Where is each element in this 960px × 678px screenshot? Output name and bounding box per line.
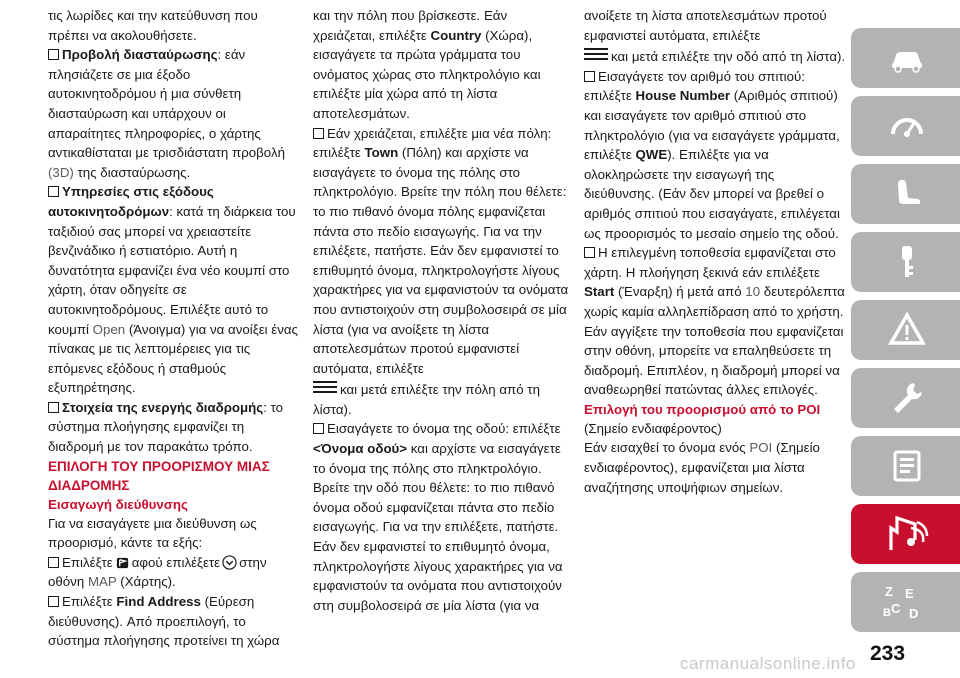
service-wrench-icon: [887, 378, 927, 418]
term: Country: [430, 27, 482, 43]
text: και την πόλη που βρίσκεστε. Εάν χρειάζεται, επιλέξτε: [313, 8, 508, 43]
chevron-down-icon: [222, 555, 237, 570]
page-number: 233: [870, 642, 906, 665]
list-menu-icon: [584, 45, 608, 63]
text: στην οθόνη: [48, 554, 267, 590]
chapter-tab[interactable]: [851, 300, 960, 360]
text: (Έναρξη) ή μετά από: [614, 284, 746, 300]
bullet-active-route: [48, 398, 298, 457]
section-heading: ΕΠΙΛΟΓΗ ΤΟΥ ΠΡΟΟΡΙΣΜΟΥ ΜΙΑΣ ΔΙΑΔΡΟΜΗΣ: [48, 458, 270, 493]
chapter-tab[interactable]: [851, 572, 960, 632]
bullet-select-town: [313, 124, 571, 420]
text: : κατά τη διάρκεια του ταξιδιού σας μπορεί να χρειαστείτε βενζινάδικο ή εστιατόριο. Αυτή η δυνατότητα εμφανίζει ένα νέο κουμπί στο χάρτη, όταν οδηγείτε σε αυτοκινητοδρόμους. Επιλέξτε αυτό το κουμπί: [48, 203, 296, 337]
subsection-heading: Επιλογή του προορισμού από το POI: [584, 401, 821, 417]
chapter-tab[interactable]: [851, 436, 960, 496]
chapter-tab[interactable]: [851, 232, 960, 292]
text: και μετά επιλέξτε την οδό από τη λίστα).: [611, 49, 846, 65]
term: <Όνομα οδού>: [313, 441, 408, 457]
text: Εισαγάγετε το όνομα της οδού: επιλέξτε: [327, 421, 561, 437]
term-map: MAP: [87, 574, 117, 590]
chapter-tab[interactable]: [851, 164, 960, 224]
bullet-find-address: [48, 592, 298, 651]
paragraph: [584, 6, 846, 67]
text: Εάν εισαχθεί το όνομα ενός: [584, 440, 750, 456]
chapter-tab-sidebar: [851, 28, 960, 648]
watermark: carmanualsonline.info: [680, 654, 856, 673]
chapter-tab[interactable]: [851, 368, 960, 428]
ignition-key-icon: [887, 242, 927, 282]
checkbox-bullet-icon: [584, 247, 595, 258]
car-icon: [887, 38, 927, 78]
text-column-2: [313, 6, 571, 615]
term: Find Address: [116, 594, 201, 610]
checkbox-bullet-icon: [48, 557, 59, 568]
text: : το σύστημα πλοήγησης εμφανίζει τη διαδρομή με τον παρακάτω τρόπο.: [48, 399, 284, 455]
term: QWE: [635, 147, 668, 163]
text: Εάν χρειάζεται, επιλέξτε μια νέα πόλη: επιλέξτε: [313, 125, 552, 161]
chapter-tab-active[interactable]: [851, 504, 960, 564]
chapter-tab[interactable]: [851, 28, 960, 88]
checkbox-bullet-icon: [48, 402, 59, 413]
term: Στοιχεία της ενεργής διαδρομής: [62, 399, 264, 415]
list-menu-icon: [313, 378, 337, 396]
text: και αρχίστε να εισαγάγετε το όνομα της πόλης στο πληκτρολόγιο. Βρείτε την οδό που θέλετε: το πιο πιθανό όνομα οδού εμφανίζεται πάντα στο πεδίο εισαγωγής. Για να την επιλέξετε, πατήστε. Εάν δεν εμφανιστεί το επιθυμητό όνομα, πληκτρολογήστε λίγους χαρακτήρες για να εμφανιστούν τα ονόματα που αντιστοιχούν στη συμβολοσειρά σε μία λίστα (για να: [313, 441, 563, 613]
svg-text:B: B: [883, 607, 891, 619]
navigation-flag-icon: [115, 555, 130, 570]
bullet-highway-services: [48, 182, 298, 398]
alphabetical-index-icon: [881, 580, 925, 624]
text: δευτερόλεπτα χωρίς καμία αλληλεπίδραση από το χρήστη. Εάν αγγίξετε την τοποθεσία που εμφανίζεται στην οθόνη, μπορείτε να επαληθεύσετε τη διαδρομή. Επιπλέον, η διαδρομή μπορεί να αναθεωρηθεί πατώντας άλλες επιλογές.: [584, 284, 845, 398]
text: (Πόλη) και αρχίστε να εισαγάγετε το όνομα της πόλης στο πληκτρολόγιο. Βρείτε την πόλη που θέλετε: το πιο πιθανό όνομα πόλης εμφανίζεται πάντα στο πεδίο εισαγωγής. Για να την επιλέξετε, πατήστε. Εάν δεν εμφανιστεί το επιθυμητό όνομα, πληκτρολογήστε λίγους χαρακτήρες για να εμφανιστούν τα ονόματα που αντιστοιχούν στη συμβολοσειρά σε μία λίστα (για να ανοίξετε τη λίστα αποτελεσμάτων προτού εμφανιστεί αυτόματα, επιλέξτε: [313, 145, 569, 376]
subsection-heading: Εισαγωγή διεύθυνσης: [48, 496, 188, 512]
text: (Άνοιγμα) για να ανοίξει ένας πίνακας με τις λεπτομέρειες για τις επόμενες εξόδους ή σταθμούς εξυπηρέτησης.: [48, 321, 298, 396]
text: (Σημείο ενδιαφέροντος), εμφανίζεται μια λίστα αναζήτησης υποψήφιων σημείων.: [584, 440, 820, 495]
svg-text:Z: Z: [885, 584, 893, 599]
text: ανοίξετε τη λίστα αποτελεσμάτων προτού εμφανιστεί αυτόματα, επιλέξτε: [584, 8, 827, 43]
text: ). Επιλέξτε για να ολοκληρώσετε την εισαγωγή της διεύθυνσης. (Εάν δεν μπορεί να βρεθεί ο αριθμός σπιτιού που εισαγάγατε, επιλέγεται ως προορισμός το μεσαίο σημείο της οδού.: [584, 147, 840, 241]
text: Η επιλεγμένη τοποθεσία εμφανίζεται στο χάρτη. Η πλοήγηση ξεκινά εάν επιλέξετε: [584, 245, 836, 280]
checkbox-bullet-icon: [48, 186, 59, 197]
text: (Χώρα), εισαγάγετε τα πρώτα γράμματα του ονόματος χώρας στο πληκτρολόγιο και επιλέξτε μία χώρα από τη λίστα αποτελεσμάτων.: [313, 27, 541, 121]
bullet-junction-view: [48, 45, 298, 182]
term: House Number: [635, 88, 731, 104]
warning-triangle-icon: [887, 310, 927, 350]
dashboard-icon: [887, 106, 927, 146]
term-10: 10: [745, 284, 761, 300]
term: Προβολή διασταύρωσης: [62, 47, 218, 63]
chapter-tab[interactable]: [851, 96, 960, 156]
term-poi: POI: [749, 440, 773, 456]
text: Εισαγάγετε τον αριθμό του σπιτιού: επιλέξτε: [584, 68, 805, 104]
text-column-3: [584, 6, 846, 497]
paragraph: Για να εισαγάγετε μια διεύθυνση ως προορισμό, κάντε τα εξής:: [48, 515, 257, 551]
checkbox-bullet-icon: [313, 423, 324, 434]
term-open: Open: [92, 321, 126, 337]
technical-data-icon: [887, 446, 927, 486]
paragraph: (Σημείο ενδιαφέροντος): [584, 420, 722, 436]
term: Start: [584, 284, 615, 300]
text: : εάν πλησιάζετε σε μια έξοδο αυτοκινητοδρόμου ή μια σύνθετη διασταύρωση και υπάρχουν οι απαραίτητες πληροφορίες, ο χάρτης αντικαθίσταται με τρισδιάστατη προβολή: [48, 47, 285, 161]
checkbox-bullet-icon: [48, 596, 59, 607]
checkbox-bullet-icon: [48, 49, 59, 60]
paragraph: [584, 438, 846, 497]
text: Επιλέξτε: [62, 594, 117, 610]
bullet-house-number: [584, 67, 846, 243]
text: Επιλέξτε: [62, 554, 113, 570]
term: Υπηρεσίες στις εξόδους αυτοκινητοδρόμων: [48, 184, 214, 219]
multimedia-icon: [885, 512, 929, 556]
bullet-street-name: [313, 419, 571, 615]
term: Town: [364, 145, 399, 161]
text: (Χάρτης).: [116, 574, 176, 590]
bullet-selected-location: [584, 243, 846, 400]
svg-text:C: C: [891, 601, 901, 616]
text: και μετά επιλέξτε την πόλη από τη λίστα).: [313, 382, 540, 417]
checkbox-bullet-icon: [313, 128, 324, 139]
term-3d: (3D): [48, 164, 74, 180]
text: (Αριθμός σπιτιού) και εισαγάγετε τον αριθμό σπιτιού στο πληκτρολόγιο (για να εισαγάγετε γράμματα, επιλέξτε: [584, 88, 840, 163]
text: της διασταύρωσης.: [73, 164, 191, 180]
bullet-select-icons: [48, 553, 298, 592]
paragraph: [313, 6, 571, 124]
seat-safety-icon: [887, 174, 927, 214]
text: (Εύρεση διεύθυνσης). Από προεπιλογή, το σύστημα πλοήγησης προτείνει τη χώρα: [48, 594, 280, 649]
text: αφού επιλέξετε: [131, 554, 221, 570]
text-column-1: [48, 6, 298, 651]
checkbox-bullet-icon: [584, 71, 595, 82]
svg-text:E: E: [905, 586, 914, 601]
paragraph: τις λωρίδες και την κατεύθυνση που πρέπει να ακολουθήσετε.: [48, 8, 258, 43]
svg-text:D: D: [909, 606, 919, 621]
